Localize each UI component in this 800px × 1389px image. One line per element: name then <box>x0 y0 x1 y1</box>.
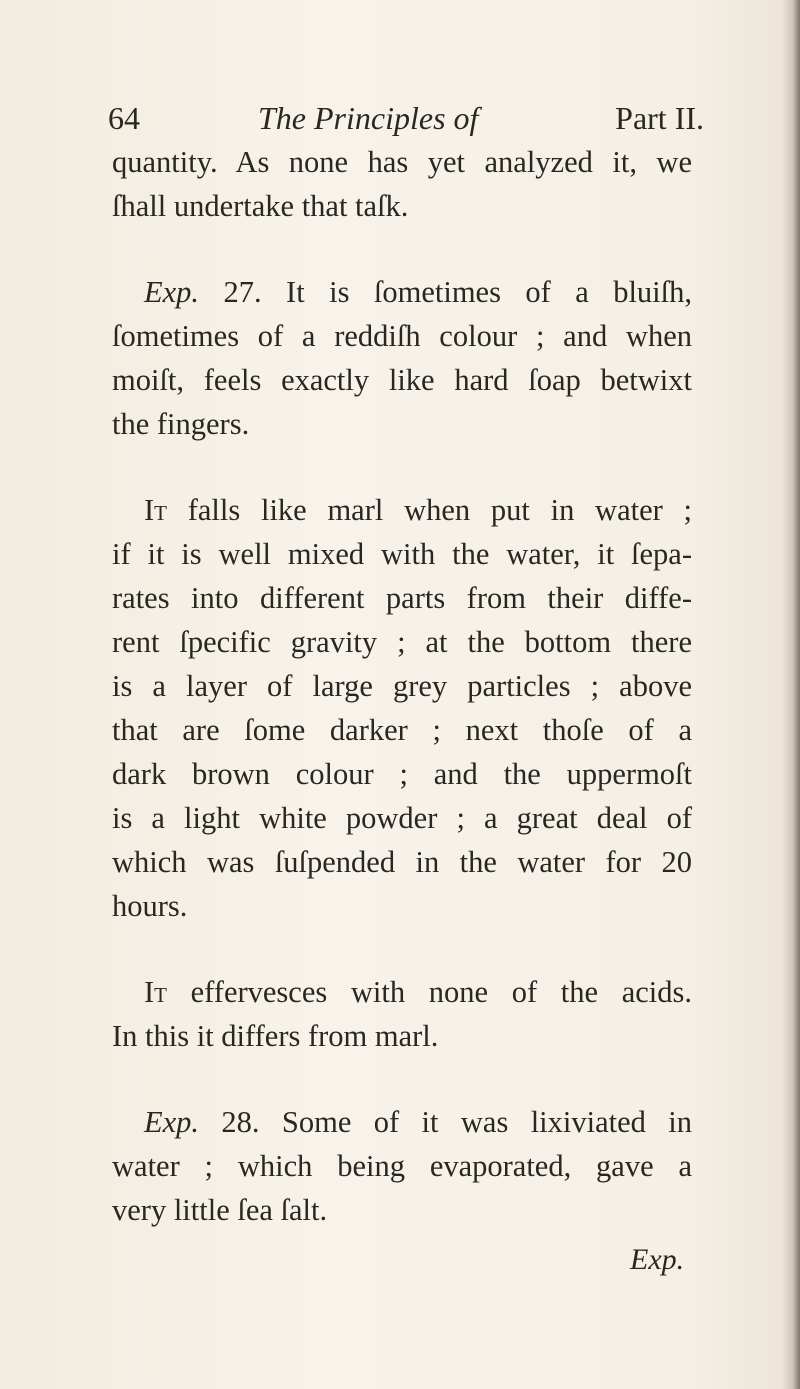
text-line: if it is well mixed with the water, it ſepa- <box>112 537 692 571</box>
text-line: moiſt, feels exactly like hard ſoap betwixt <box>112 363 692 397</box>
page-number: 64 <box>108 100 140 136</box>
part-label: Part II. <box>615 100 704 136</box>
paragraph <box>112 488 692 928</box>
text-line: quantity. As none has yet analyzed it, we <box>112 145 692 179</box>
text-line: the fingers. <box>112 407 250 441</box>
text-line: It effervesces with none of the acids. <box>144 975 692 1009</box>
text-line: It falls like marl when put in water ; <box>144 493 692 527</box>
paragraph <box>112 1100 692 1232</box>
text-line: In this it differs from marl. <box>112 1019 439 1053</box>
experiment-label: Exp. <box>144 275 200 309</box>
body-text <box>112 140 692 1232</box>
text-line: ſhall undertake that taſk. <box>112 189 409 223</box>
text-line: is a layer of large grey particles ; above <box>112 669 692 703</box>
text-line: rates into different parts from their diffe- <box>112 581 692 615</box>
running-header <box>108 98 704 138</box>
catchword: Exp. <box>630 1243 685 1276</box>
paragraph <box>112 140 692 228</box>
running-title: The Principles of <box>258 100 479 136</box>
text-line: ſometimes of a reddiſh colour ; and when <box>112 319 692 353</box>
small-caps-lead: It <box>144 975 167 1009</box>
paragraph <box>112 270 692 446</box>
text-line: which was ſuſpended in the water for 20 <box>112 845 692 879</box>
page-gutter-shadow <box>782 0 800 1389</box>
text-line: water ; which being evaporated, gave a <box>112 1149 692 1183</box>
text-line: hours. <box>112 889 188 923</box>
text-line: very little ſea ſalt. <box>112 1193 328 1227</box>
text-line: is a light white powder ; a great deal of <box>112 801 692 835</box>
experiment-label: Exp. <box>144 1105 200 1139</box>
paragraph <box>112 970 692 1058</box>
text-line: Exp. 28. Some of it was lixiviated in <box>144 1105 692 1139</box>
text-line: that are ſome darker ; next thoſe of a <box>112 713 692 747</box>
small-caps-lead: It <box>144 493 167 527</box>
text-line: dark brown colour ; and the uppermoſt <box>112 757 692 791</box>
text-line: Exp. 27. It is ſometimes of a bluiſh, <box>144 275 692 309</box>
text-line: rent ſpecific gravity ; at the bottom there <box>112 625 692 659</box>
